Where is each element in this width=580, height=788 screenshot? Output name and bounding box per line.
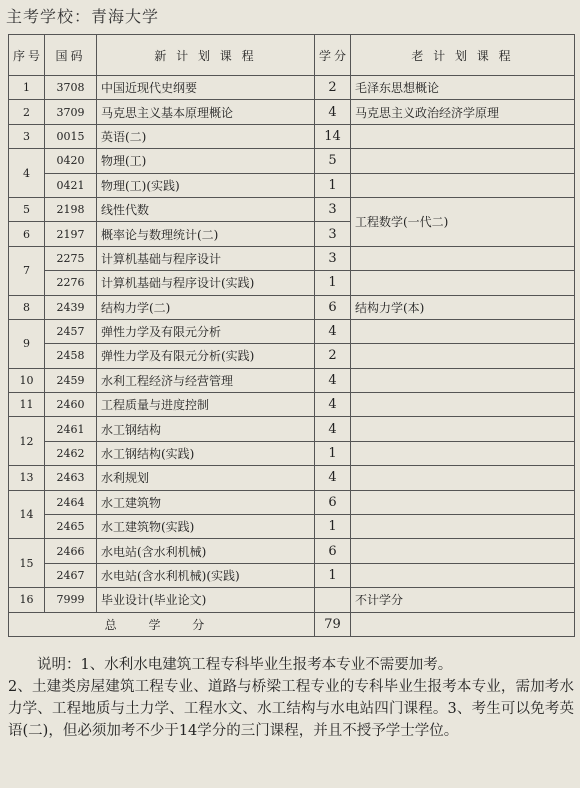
table-row: [9, 271, 575, 295]
row-no: 8: [9, 295, 45, 319]
course-credit: 3: [315, 246, 351, 270]
course-credit: 4: [315, 466, 351, 490]
old-course: [351, 246, 575, 270]
old-course: [351, 539, 575, 563]
row-no: 4: [9, 149, 45, 198]
course-credit: 5: [315, 149, 351, 173]
old-course: [351, 441, 575, 465]
row-no: 11: [9, 393, 45, 417]
table-row: [9, 295, 575, 319]
table-row: [9, 490, 575, 514]
old-course: [351, 368, 575, 392]
table-row: [9, 173, 575, 197]
course-credit: 2: [315, 76, 351, 100]
course-code: 2464: [45, 490, 97, 514]
course-name: 物理(工)(实践): [97, 173, 315, 197]
school-heading: 主考学校：青海大学: [6, 7, 160, 26]
course-name: 水工钢结构(实践): [97, 441, 315, 465]
course-code: 2461: [45, 417, 97, 441]
table-row: [9, 441, 575, 465]
course-name: 中国近现代史纲要: [97, 76, 315, 100]
col-header-new-course: 新 计 划 课 程: [97, 35, 315, 76]
row-no: 1: [9, 76, 45, 100]
course-code: 2197: [45, 222, 97, 246]
row-no: 6: [9, 222, 45, 246]
table-header-row: [9, 35, 575, 76]
old-course: 马克思主义政治经济学原理: [351, 100, 575, 124]
table-row: [9, 124, 575, 148]
table-row: [9, 344, 575, 368]
course-name: 水电站(含水利机械): [97, 539, 315, 563]
course-credit: 4: [315, 393, 351, 417]
course-name: 线性代数: [97, 197, 315, 221]
course-name: 结构力学(二): [97, 295, 315, 319]
course-name: 计算机基础与程序设计(实践): [97, 271, 315, 295]
course-code: 2276: [45, 271, 97, 295]
course-name: 马克思主义基本原理概论: [97, 100, 315, 124]
row-no: 16: [9, 588, 45, 612]
course-code: 2439: [45, 295, 97, 319]
course-code: 0420: [45, 149, 97, 173]
course-code: 2198: [45, 197, 97, 221]
table-row: [9, 149, 575, 173]
course-credit: 1: [315, 271, 351, 295]
course-code: 2467: [45, 563, 97, 587]
course-credit: 3: [315, 197, 351, 221]
course-code: 2460: [45, 393, 97, 417]
old-course: [351, 563, 575, 587]
table-row: [9, 76, 575, 100]
old-course: [351, 466, 575, 490]
table-row: [9, 246, 575, 270]
course-code: 0015: [45, 124, 97, 148]
table-row: [9, 368, 575, 392]
course-name: 水利规划: [97, 466, 315, 490]
course-code: 2459: [45, 368, 97, 392]
course-name: 水利工程经济与经营管理: [97, 368, 315, 392]
table-row: [9, 197, 575, 221]
table-row: [9, 515, 575, 539]
table-row: [9, 588, 575, 612]
course-code: 7999: [45, 588, 97, 612]
course-credit: [315, 588, 351, 612]
course-code: 0421: [45, 173, 97, 197]
course-name: 水电站(含水利机械)(实践): [97, 563, 315, 587]
old-course: [351, 393, 575, 417]
course-credit: 6: [315, 490, 351, 514]
row-no: 5: [9, 197, 45, 221]
course-credit: 4: [315, 319, 351, 343]
old-course: [351, 149, 575, 173]
course-credit: 4: [315, 100, 351, 124]
old-course: 毛泽东思想概论: [351, 76, 575, 100]
old-course: [351, 490, 575, 514]
row-no: 14: [9, 490, 45, 539]
total-row: [9, 612, 575, 636]
course-credit: 1: [315, 441, 351, 465]
table-row: [9, 393, 575, 417]
table-row: [9, 563, 575, 587]
row-no: 2: [9, 100, 45, 124]
row-no: 9: [9, 319, 45, 368]
col-header-old-course: 老 计 划 课 程: [351, 35, 575, 76]
course-code: 3709: [45, 100, 97, 124]
course-name: 毕业设计(毕业论文): [97, 588, 315, 612]
col-header-no: 序号: [9, 35, 45, 76]
total-credit: 79: [315, 612, 351, 636]
old-course: [351, 515, 575, 539]
old-course: [351, 344, 575, 368]
course-credit: 1: [315, 563, 351, 587]
course-code: 2463: [45, 466, 97, 490]
course-credit: 14: [315, 124, 351, 148]
course-name: 水工建筑物: [97, 490, 315, 514]
course-credit: 4: [315, 417, 351, 441]
row-no: 13: [9, 466, 45, 490]
course-name: 水工建筑物(实践): [97, 515, 315, 539]
course-name: 计算机基础与程序设计: [97, 246, 315, 270]
col-header-code: 国码: [45, 35, 97, 76]
course-code: 2462: [45, 441, 97, 465]
row-no: 7: [9, 246, 45, 295]
table-row: [9, 417, 575, 441]
course-name: 物理(工): [97, 149, 315, 173]
course-credit: 1: [315, 515, 351, 539]
old-course: 结构力学(本): [351, 295, 575, 319]
old-course: [351, 417, 575, 441]
course-name: 英语(二): [97, 124, 315, 148]
table-row: [9, 319, 575, 343]
course-code: 2275: [45, 246, 97, 270]
table-row: [9, 466, 575, 490]
old-course: [351, 124, 575, 148]
note-paragraph: 2、土建类房屋建筑工程专业、道路与桥梁工程专业的专科毕业生报考本专业，需加考水力学、工程地质与土力学、工程水文、水工结构与水电站四门课程。3、考生可以免考英语(二)，但必须加考不少于14学分的三门课程，并且不授予学士学位。: [8, 679, 574, 739]
total-old-empty: [351, 612, 575, 636]
total-label: 总 学 分: [9, 612, 315, 636]
course-credit: 2: [315, 344, 351, 368]
course-credit: 3: [315, 222, 351, 246]
old-course: 工程数学(一代二): [351, 197, 575, 246]
course-code: 2465: [45, 515, 97, 539]
course-code: 2457: [45, 319, 97, 343]
course-name: 水工钢结构: [97, 417, 315, 441]
notes-block: [8, 654, 574, 742]
old-course: 不计学分: [351, 588, 575, 612]
col-header-credit: 学分: [315, 35, 351, 76]
course-table: [8, 34, 575, 637]
course-credit: 4: [315, 368, 351, 392]
course-code: 2458: [45, 344, 97, 368]
course-name: 弹性力学及有限元分析(实践): [97, 344, 315, 368]
table-row: [9, 539, 575, 563]
course-credit: 6: [315, 295, 351, 319]
course-credit: 6: [315, 539, 351, 563]
table-row: [9, 100, 575, 124]
course-name: 工程质量与进度控制: [97, 393, 315, 417]
course-code: 3708: [45, 76, 97, 100]
old-course: [351, 173, 575, 197]
course-code: 2466: [45, 539, 97, 563]
old-course: [351, 271, 575, 295]
course-name: 概率论与数理统计(二): [97, 222, 315, 246]
row-no: 3: [9, 124, 45, 148]
course-name: 弹性力学及有限元分析: [97, 319, 315, 343]
course-credit: 1: [315, 173, 351, 197]
old-course: [351, 319, 575, 343]
row-no: 12: [9, 417, 45, 466]
row-no: 15: [9, 539, 45, 588]
row-no: 10: [9, 368, 45, 392]
note-paragraph: 说明：1、水利水电建筑工程专科毕业生报考本专业不需要加考。: [37, 657, 453, 673]
